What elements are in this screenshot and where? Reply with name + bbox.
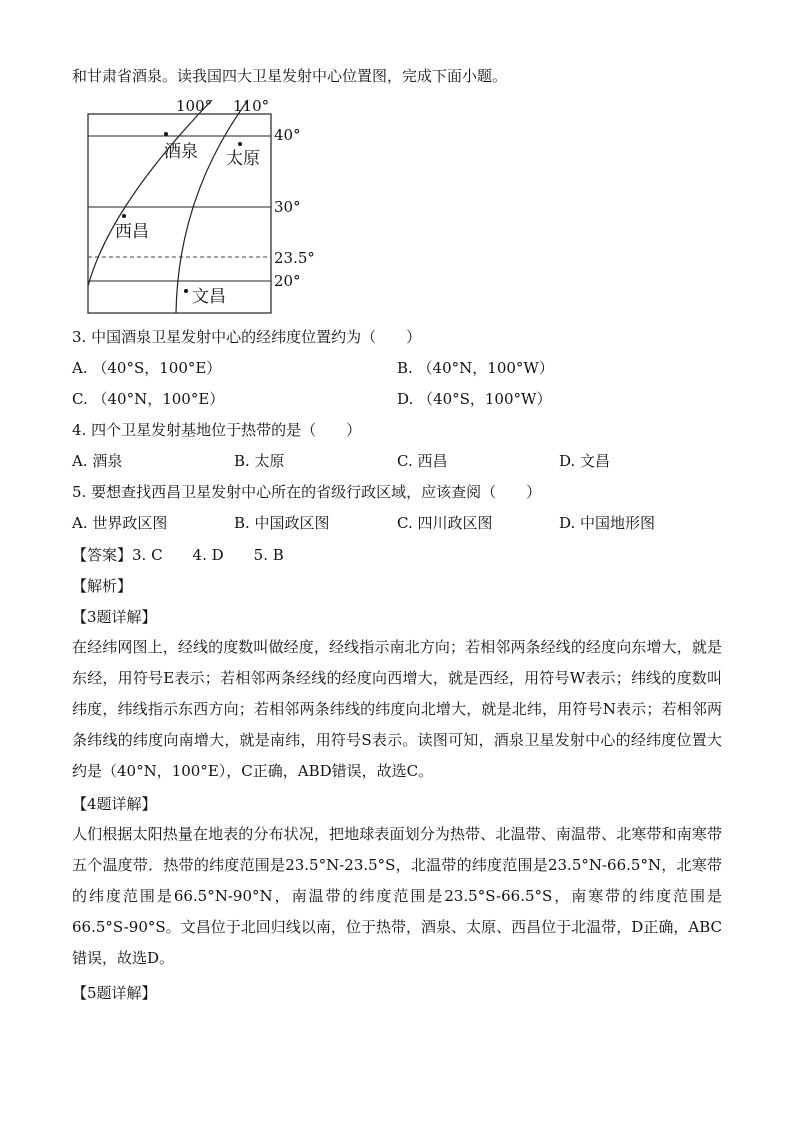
- detail-4-heading: 【4题详解】: [72, 795, 157, 813]
- lat-label-40: 40°: [274, 126, 301, 144]
- q3-option-a: A. （40°S，100°E）: [72, 359, 222, 377]
- question-3-stem: 3. 中国酒泉卫星发射中心的经纬度位置约为（ ）: [72, 328, 422, 346]
- q4-option-a: A. 酒泉: [72, 452, 123, 470]
- intro-text: 和甘肃省酒泉。读我国四大卫星发射中心位置图，完成下面小题。: [72, 67, 508, 85]
- city-label-jiuquan: 酒泉: [164, 142, 198, 162]
- detail-3-text: 在经纬网图上，经线的度数叫做经度，经线指示南北方向；若相邻两条经线的经度向东增大，就是东经，用符号E表示；若相邻两条经线的经度向西增大，就是西经，用符号W表示；纬线的度数叫纬度，纬线指示东西方向；若相邻两条纬线的纬度向北增大，就是北纬，用符号N表示；若相邻两条纬线的纬度向南增大，就是南纬，用符号S表示。读图可知，酒泉卫星发射中心的经纬度位置大约是（40°N，100°E），C正确，ABD错误，故选C。: [72, 638, 722, 780]
- question-4-stem: 4. 四个卫星发射基地位于热带的是（ ）: [72, 421, 362, 439]
- detail-4-text: 人们根据太阳热量在地表的分布状况，把地球表面划分为热带、北温带、南温带、北寒带和南寒带五个温度带．热带的纬度范围是23.5°N-23.5°S，北温带的纬度范围是23.5°N-66.5°N，北寒带的纬度范围是66.5°N-90°N，南温带的纬度范围是23.5°S-66.5°S，南寒带的纬度范围是66.5°S-90°S。文昌位于北回归线以南，位于热带，酒泉、太原、西昌位于北温带，D正确，ABC错误，故选D。: [72, 825, 722, 967]
- q5-option-b: B. 中国政区图: [234, 514, 330, 532]
- city-dot-jiuquan: [164, 132, 168, 136]
- q4-option-d: D. 文昌: [559, 452, 611, 470]
- q3-option-b: B. （40°N，100°W）: [397, 359, 554, 377]
- detail-3-heading: 【3题详解】: [72, 608, 157, 626]
- question-5-stem: 5. 要想查找西昌卫星发射中心所在的省级行政区域，应该查阅（ ）: [72, 483, 542, 501]
- lon-label-100: 100°: [176, 97, 213, 115]
- meridian-100: [88, 100, 212, 286]
- q5-option-c: C. 四川政区图: [397, 514, 493, 532]
- launch-center-map: [80, 96, 340, 320]
- q4-option-b: B. 太原: [234, 452, 285, 470]
- q5-option-d: D. 中国地形图: [559, 514, 656, 532]
- answer-line: 【答案】3. C 4. D 5. B: [72, 546, 284, 564]
- city-label-xichang: 西昌: [115, 222, 149, 242]
- q3-option-d: D. （40°S，100°W）: [397, 390, 552, 408]
- q4-option-c: C. 西昌: [397, 452, 448, 470]
- city-label-wenchang: 文昌: [192, 287, 226, 307]
- city-label-taiyuan: 太原: [226, 149, 260, 169]
- detail-5-heading: 【5题详解】: [72, 984, 157, 1002]
- q5-option-a: A. 世界政区图: [72, 514, 168, 532]
- city-dot-taiyuan: [238, 142, 242, 146]
- city-dot-xichang: [122, 214, 126, 218]
- lat-label-20: 20°: [274, 272, 301, 290]
- lat-label-30: 30°: [274, 198, 301, 216]
- q3-option-c: C. （40°N，100°E）: [72, 390, 225, 408]
- analysis-heading: 【解析】: [72, 577, 133, 595]
- city-dot-wenchang: [184, 289, 188, 293]
- lon-label-110: 110°: [233, 97, 270, 115]
- lat-label-23-5: 23.5°: [274, 249, 315, 267]
